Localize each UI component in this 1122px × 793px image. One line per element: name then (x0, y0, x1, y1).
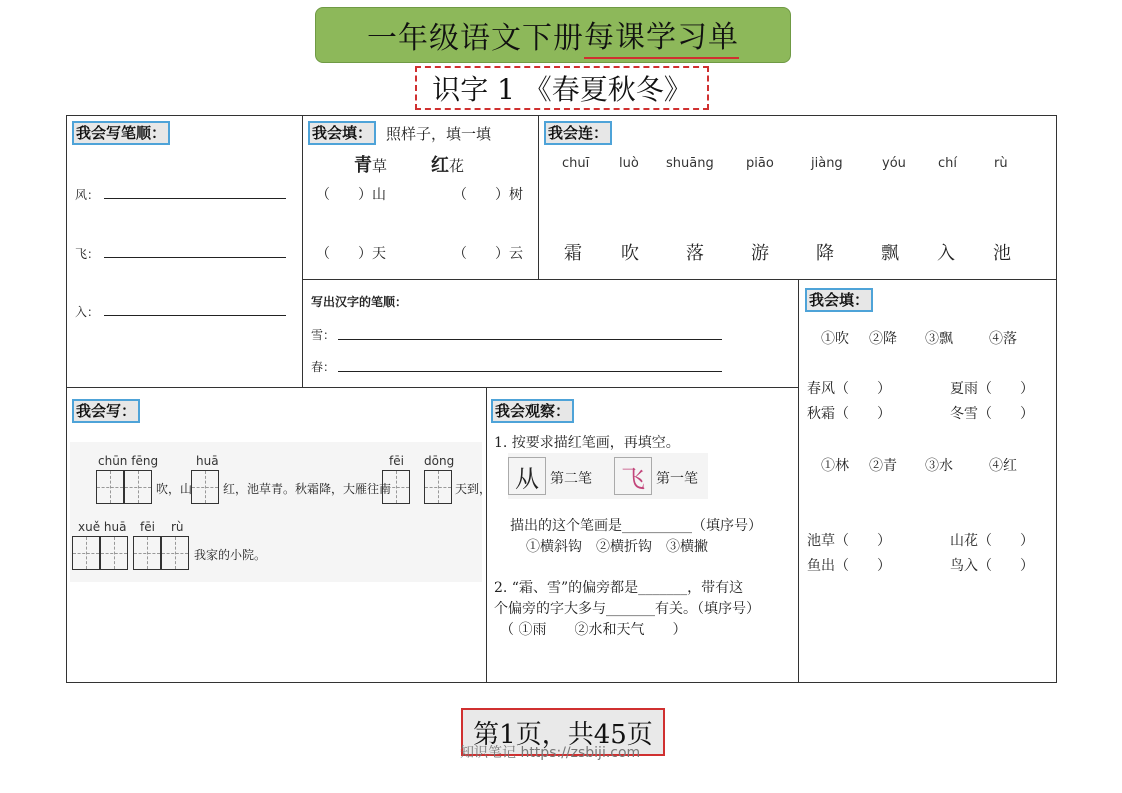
write-pinyin: xuě huā (78, 520, 127, 534)
title-underlined: 每课学习单 (584, 12, 739, 59)
example-2-bold: 红 (431, 155, 449, 176)
option: ④红 (989, 458, 1017, 474)
fill-blank[interactable]: （ ）山 (316, 187, 386, 203)
write-text: 天到， (455, 482, 492, 496)
writing-grid-cell[interactable] (191, 470, 219, 504)
char-trace-cong-label: 第二笔 (550, 471, 592, 487)
example-2 (431, 151, 464, 177)
char-luo[interactable]: 落 (686, 243, 704, 264)
page-title (315, 7, 791, 63)
writing-grid-cell[interactable] (133, 536, 161, 570)
fill-blank[interactable]: 夏雨（ ） (950, 381, 1034, 397)
observe-q2-line1[interactable]: 2. “霜、雪”的偏旁都是_______，带有这 (494, 580, 744, 596)
write-text: 我家的小院。 (194, 548, 267, 562)
stroke-order-label: 我会写笔顺： (72, 121, 170, 145)
char-piao[interactable]: 飘 (881, 243, 899, 264)
example-2-rest: 花 (449, 157, 465, 175)
writing-grid-cell[interactable] (96, 470, 124, 504)
observe-q1-options: ①横斜钩 ②横折钩 ③横撇 (526, 539, 708, 555)
observe-q2-options: （ ①雨 ②水和天气 ） (500, 622, 687, 638)
char-trace-fei-label: 第一笔 (656, 471, 698, 487)
option: ③水 (925, 458, 953, 474)
write-pinyin: huā (196, 454, 219, 468)
stroke-item-ru: 入： (75, 305, 100, 319)
char-shuang[interactable]: 霜 (564, 243, 582, 264)
write-pinyin: rù (171, 520, 184, 534)
write-text: 红，池草青。秋霜降，大雁往南 (223, 482, 392, 496)
fill-pattern-instruction: 照样子，填一填 (386, 125, 492, 143)
connect-label: 我会连： (544, 121, 612, 145)
stroke-item-feng: 风： (75, 188, 100, 202)
pinyin-luo[interactable]: luò (619, 156, 639, 171)
fill-blank[interactable]: 山花（ ） (950, 533, 1034, 549)
pinyin-you[interactable]: yóu (882, 156, 906, 171)
writing-grid-cell[interactable] (124, 470, 152, 504)
page-indicator: 第1页，共45页 (461, 708, 665, 756)
stroke-answer-line[interactable] (104, 257, 286, 258)
watermark: 知识笔记 https://zsbiji.com (460, 745, 641, 761)
option: ①吹 (821, 331, 849, 347)
title-plain: 一年级语文下册 (367, 21, 584, 56)
write-text: 吹，山 (156, 482, 193, 496)
writing-grid-cell[interactable] (72, 536, 100, 570)
fill-blank[interactable]: 冬雪（ ） (950, 406, 1034, 422)
fill-blank[interactable]: 春风（ ） (807, 381, 891, 397)
option: ①林 (821, 458, 849, 474)
writing-grid-cell[interactable] (424, 470, 452, 504)
write-pinyin: chūn fēng (98, 454, 159, 468)
stroke-answer-line[interactable] (104, 315, 286, 316)
fill-right-label: 我会填： (805, 288, 873, 312)
write-strokes-xue: 雪： (311, 328, 336, 342)
fill-pattern-label: 我会填： (308, 121, 376, 145)
fill-blank[interactable]: 鱼出（ ） (807, 558, 891, 574)
strokes-answer-line[interactable] (338, 339, 722, 340)
fill-blank[interactable]: （ ）云 (453, 246, 523, 262)
char-ru[interactable]: 入 (937, 243, 955, 264)
char-trace-cong[interactable]: 从 (508, 457, 546, 495)
write-pinyin: fēi (140, 520, 155, 534)
example-1 (354, 151, 387, 177)
pinyin-ru[interactable]: rù (994, 156, 1008, 171)
pinyin-piao[interactable]: piāo (746, 156, 774, 171)
write-pinyin: fēi (389, 454, 404, 468)
lesson-subtitle: 识字 1 《春夏秋冬》 (415, 66, 709, 110)
write-strokes-chun: 春： (311, 360, 336, 374)
observe-q1: 1. 按要求描红笔画，再填空。 (494, 435, 680, 451)
example-1-rest: 草 (372, 157, 388, 175)
write-strokes-heading: 写出汉字的笔顺： (311, 295, 408, 309)
char-trace-fei[interactable]: 飞 (614, 457, 652, 495)
option: ②青 (869, 458, 897, 474)
writing-grid-cell[interactable] (100, 536, 128, 570)
stroke-item-fei: 飞： (75, 247, 100, 261)
pinyin-chui[interactable]: chuī (562, 156, 590, 171)
option: ④落 (989, 331, 1017, 347)
strokes-answer-line[interactable] (338, 371, 722, 372)
char-chui[interactable]: 吹 (621, 243, 639, 264)
pinyin-chi[interactable]: chí (938, 156, 957, 171)
observe-q1-blank[interactable]: 描出的这个笔画是__________（填序号） (510, 518, 762, 534)
char-jiang[interactable]: 降 (816, 243, 834, 264)
observe-label: 我会观察： (491, 399, 574, 423)
pinyin-jiang[interactable]: jiàng (811, 156, 843, 171)
writing-grid-cell[interactable] (161, 536, 189, 570)
fill-blank[interactable]: （ ）树 (453, 187, 523, 203)
option: ②降 (869, 331, 897, 347)
fill-blank[interactable]: 鸟入（ ） (950, 558, 1034, 574)
write-pinyin: dōng (424, 454, 455, 468)
pinyin-shuang[interactable]: shuāng (666, 156, 714, 171)
option: ③飘 (925, 331, 953, 347)
char-you[interactable]: 游 (751, 243, 769, 264)
stroke-answer-line[interactable] (104, 198, 286, 199)
fill-blank[interactable]: （ ）天 (316, 246, 386, 262)
example-1-bold: 青 (354, 155, 372, 176)
observe-q2-line2[interactable]: 个偏旁的字大多与_______有关。（填序号） (494, 601, 760, 617)
fill-blank[interactable]: 池草（ ） (807, 533, 891, 549)
writing-grid-cell[interactable] (382, 470, 410, 504)
write-label: 我会写： (72, 399, 140, 423)
fill-blank[interactable]: 秋霜（ ） (807, 406, 891, 422)
char-chi[interactable]: 池 (993, 243, 1011, 264)
